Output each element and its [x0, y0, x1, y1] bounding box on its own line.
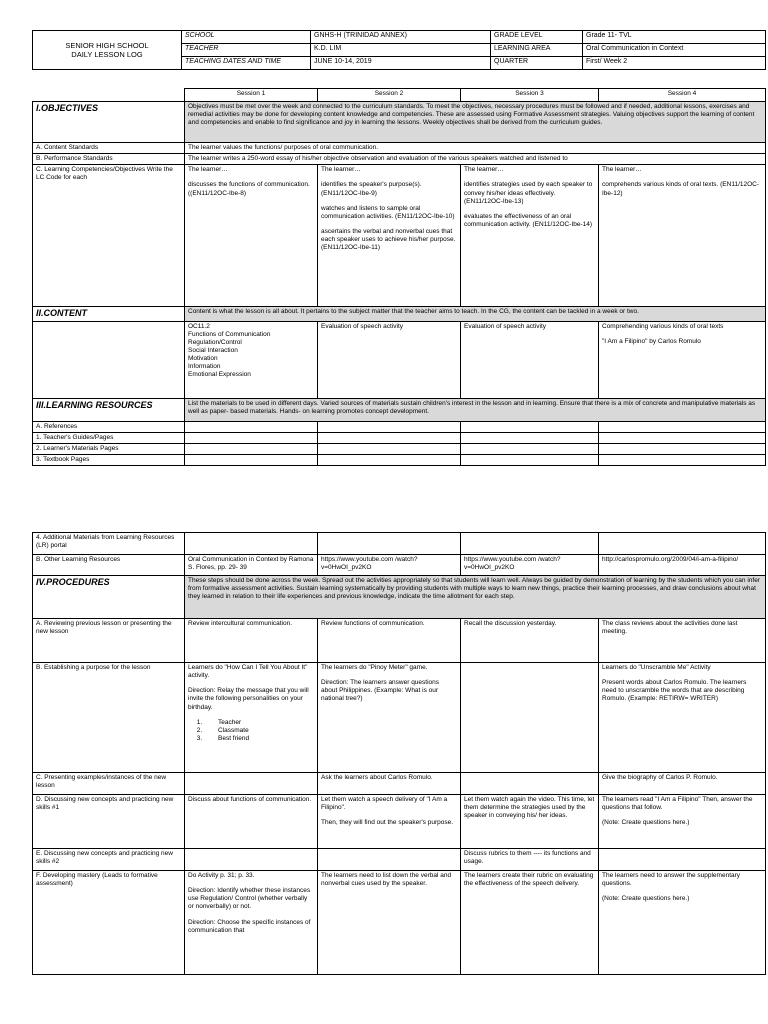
performance-standards-value: The learner writes a 250-word essay of his/her objective observation and evaluation of the various speakers watched and listened to — [185, 154, 766, 165]
teacher-value: K.D. LIM — [311, 44, 491, 57]
text-line: Social Interaction — [188, 346, 238, 354]
examples-session-1 — [185, 773, 318, 795]
text-block: Direction: Identify whether these instances use Regulation/ Control (whether verbally or nonverbally) or not. — [188, 887, 311, 911]
empty-cell — [318, 533, 461, 555]
empty-cell — [461, 432, 599, 443]
empty-cell — [185, 421, 318, 432]
examples-label: C. Presenting examples/instances of the new lesson — [33, 773, 185, 795]
text-block: (Note: Create questions here.) — [602, 895, 690, 903]
mastery-session-2: The learners need to list down the verbal and nonverbal cues used by the speaker. — [318, 871, 461, 975]
performance-standards-label: B. Performance Standards — [33, 154, 185, 165]
text-block: watches and listens to sample oral communication activities. (EN11/12OC-Ibe-10) — [321, 204, 455, 220]
content-session-2: Evaluation of speech activity — [318, 321, 461, 398]
text-block: identifies strategies used by each speaker to convey his/her ideas effectively. (EN11/12OC-Ibe-13) — [464, 181, 593, 205]
text-block: Learners do "How Can I Tell You About It" activity. — [188, 664, 308, 680]
empty-cell — [461, 421, 599, 432]
purpose-session-3 — [461, 663, 599, 773]
school-label: SCHOOL — [182, 31, 311, 44]
text-line: Emotional Expression — [188, 371, 251, 379]
text-block: The learner… — [188, 166, 228, 174]
content-note: Content is what the lesson is all about. It pertains to the subject matter that the teacher aims to teach. In the CG, the content can be tackled in a week or two. — [185, 307, 766, 321]
content-standards-label: A. Content Standards — [33, 143, 185, 154]
mastery-label: F. Developing mastery (Leads to formative assessment) — [33, 871, 185, 975]
discuss1-session-3: Let them watch again the video. This time, let them determine the strategies used by the speaker in conveying his/ her ideas. — [461, 795, 599, 849]
empty-cell — [461, 533, 599, 555]
competencies-session-1 — [185, 165, 318, 307]
content-empty-cell — [33, 321, 185, 398]
content-session-3: Evaluation of speech activity — [461, 321, 599, 398]
text-line: Functions of Communication — [188, 330, 271, 338]
text-block: The learner… — [321, 166, 361, 174]
purpose-session-2 — [318, 663, 461, 773]
text-block: "I Am a Filipino" by Carlos Romulo — [602, 337, 701, 345]
text-block: The learners do "Pinoy Meter" game. — [321, 664, 428, 671]
text-block: The learner… — [464, 166, 504, 174]
content-standards-value: The learner values the functions/ purposes of oral communication. — [185, 143, 766, 154]
review-session-2: Review functions of communication. — [318, 619, 461, 663]
mastery-session-1 — [185, 871, 318, 975]
text-block: Direction: The learners answer questions about Philippines. (Example: What is our national tree?) — [321, 679, 440, 703]
resources-note: List the materials to be used in different days. Varied sources of materials sustain children's interest in the lesson and in learning. Ensure that there is a mix of concrete and manipulative materials as well as paper- based materials. Hands- on learning promotes concept development. — [185, 398, 766, 421]
invitee-list — [188, 719, 314, 743]
grade-value: Grade 11- TVL — [583, 31, 766, 44]
text-block: identifies the speaker's purpose(s). (EN11/12OC-Ibe-9) — [321, 181, 422, 197]
lesson-table-2 — [32, 532, 766, 975]
header-table — [32, 30, 766, 70]
discuss2-session-1 — [185, 849, 318, 871]
other-resources-link-3[interactable]: https://www.youtube.com /watch?v=0HwOI_pv2KO — [461, 555, 599, 576]
empty-cell — [461, 443, 599, 454]
text-block: discusses the functions of communication. ((EN11/12OC-Ibe-8) — [188, 181, 310, 197]
review-session-3: Recall the discussion yesterday. — [461, 619, 599, 663]
mastery-session-3: The learners create their rubric on evaluating the effectiveness of the speech delivery. — [461, 871, 599, 975]
empty-cell — [318, 421, 461, 432]
empty-cell — [599, 421, 766, 432]
empty-cell — [599, 432, 766, 443]
log-title — [33, 31, 182, 70]
text-block: evaluates the effectiveness of an oral communication activity. (EN11/12OC-Ibe-14) — [464, 212, 593, 228]
empty-cell — [318, 454, 461, 465]
session-header-3: Session 3 — [461, 89, 599, 102]
text-block: Direction: Choose the specific instances of communication that — [188, 918, 311, 934]
text-block: Do Activity p. 31; p. 33. — [188, 872, 255, 879]
log-title-line1: SENIOR HIGH SCHOOL — [65, 40, 149, 50]
discuss1-session-1: Discuss about functions of communication. — [185, 795, 318, 849]
empty-cell — [185, 443, 318, 454]
session-header-4: Session 4 — [599, 89, 766, 102]
teachers-guides-label: 1. Teacher's Guides/Pages — [33, 432, 185, 443]
content-heading: II.CONTENT — [33, 307, 185, 321]
learners-materials-label: 2. Learner's Materials Pages — [33, 443, 185, 454]
text-block: ascertains the verbal and nonverbal cues that each speaker uses to achieve his/her purpose. (EN11/12OC-Ibe-11) — [321, 227, 456, 252]
review-session-1: Review intercultural communication. — [185, 619, 318, 663]
review-label: A. Reviewing previous lesson or presenting the new lesson — [33, 619, 185, 663]
grade-label: GRADE LEVEL — [491, 31, 583, 44]
objectives-heading: I.OBJECTIVES — [33, 102, 185, 143]
objectives-note: Objectives must be met over the week and connected to the curriculum standards. To meet the objectives, necessary procedures must be followed and if needed, additional lessons, exercises and remedial activities may be done for developing content knowledge and competencies. These are assessed using Formative Assessment strategies. Valuing objectives support the learning of content and competencies and enable to find significance and joy in learning the lessons. Weekly objectives shall be derived from the curriculum guides. — [185, 102, 766, 143]
session-header-1: Session 1 — [185, 89, 318, 102]
empty-cell — [599, 443, 766, 454]
resources-heading: III.LEARNING RESOURCES — [33, 398, 185, 421]
text-block: Learners do "Unscramble Me" Activity — [602, 664, 711, 671]
discuss2-session-2 — [318, 849, 461, 871]
purpose-session-1 — [185, 663, 318, 773]
text-block: The learner… — [602, 166, 642, 174]
examples-session-3 — [461, 773, 599, 795]
text-block: (Note: Create questions here.) — [602, 819, 690, 827]
purpose-session-4 — [599, 663, 766, 773]
teacher-label: TEACHER — [182, 44, 311, 57]
procedures-note: These steps should be done across the week. Spread out the activities appropriately so that students will learn well. Always be guided by demonstration of learning by the students which you can infer from formative assessment activities. Sustain learning systematically by providing students with multiple ways to learn new things, practice their learning processes, and draw conclusions about what they learned in relation to their life experiences and previous knowledge, indicate the time allotment for each step. — [185, 576, 766, 619]
discuss2-session-4 — [599, 849, 766, 871]
review-session-4: The class reviews about the activities done last meeting. — [599, 619, 766, 663]
empty-cell — [599, 454, 766, 465]
empty-cell — [599, 533, 766, 555]
empty-cell — [185, 432, 318, 443]
other-resources-label: B. Other Learning Resources — [33, 555, 185, 576]
empty-cell — [185, 533, 318, 555]
list-item: 1. Teacher — [204, 719, 314, 727]
additional-materials-label: 4. Additional Materials from Learning Resources (LR) portal — [33, 533, 185, 555]
empty-cell — [185, 454, 318, 465]
procedures-heading: IV.PROCEDURES — [33, 576, 185, 619]
text-block: Let them watch a speech delivery of "I Am a Filipino". — [321, 796, 448, 812]
text-line: Information — [188, 363, 221, 371]
other-resources-link-2[interactable]: https://www.youtube.com /watch?v=0HwOI_pv2KO — [318, 555, 461, 576]
discuss1-session-2 — [318, 795, 461, 849]
text-line: Motivation — [188, 355, 218, 362]
discuss1-label: D. Discussing new concepts and practicing new skills #1 — [33, 795, 185, 849]
text-line: Regulation/Control — [188, 338, 242, 346]
quarter-value: First/ Week 2 — [583, 57, 766, 70]
corner-cell — [33, 89, 185, 102]
dates-label: TEACHING DATES AND TIME — [182, 57, 311, 70]
empty-cell — [318, 443, 461, 454]
textbook-pages-label: 3. Textbook Pages — [33, 454, 185, 465]
discuss2-label: E. Discussing new concepts and practicing new skills #2 — [33, 849, 185, 871]
text-line: OC11.2 — [188, 322, 210, 330]
dates-value: JUNE 10-14, 2019 — [311, 57, 491, 70]
empty-cell — [461, 454, 599, 465]
log-title-line2: DAILY LESSON LOG — [71, 50, 143, 59]
examples-session-4: Give the biography of Carlos P. Romulo. — [599, 773, 766, 795]
text-block: The learners need to answer the supplementary questions. — [602, 872, 741, 888]
text-block: Then, they will find out the speaker's purpose. — [321, 819, 454, 827]
other-resources-link-4[interactable]: http://carlospromulo.org/2009/04/i-am-a-filipino/ — [599, 555, 766, 576]
quarter-label: QUARTER — [491, 57, 583, 70]
area-label: LEARNING AREA — [491, 44, 583, 57]
empty-cell — [318, 432, 461, 443]
discuss1-session-4 — [599, 795, 766, 849]
references-label: A. References — [33, 421, 185, 432]
competencies-session-2 — [318, 165, 461, 307]
purpose-label: B. Establishing a purpose for the lesson — [33, 663, 185, 773]
mastery-session-4 — [599, 871, 766, 975]
content-session-1 — [185, 321, 318, 398]
discuss2-session-3: Discuss rubrics to them ---- its functions and usage. — [461, 849, 599, 871]
text-block: comprehends various kinds of oral texts. (EN11/12OC-Ibe-12) — [602, 181, 760, 197]
area-value: Oral Communication in Context — [583, 44, 766, 57]
text-block: The learners read "I Am a Filipino" Then, answer the questions that follow. — [602, 796, 753, 812]
content-session-4 — [599, 321, 766, 398]
list-item: 3. Best friend — [204, 735, 314, 743]
examples-session-2: Ask the learners about Carlos Romulo. — [318, 773, 461, 795]
text-block: Comprehending various kinds of oral texts — [602, 322, 724, 330]
competencies-session-3 — [461, 165, 599, 307]
lesson-table-1 — [32, 88, 766, 466]
list-item: 2. Classmate — [204, 727, 314, 735]
other-resources-session-1: Oral Communication in Context by Ramona S. Flores, pp. 29- 39 — [185, 555, 318, 576]
session-header-2: Session 2 — [318, 89, 461, 102]
competencies-label: C. Learning Competencies/Objectives Write the LC Code for each — [33, 165, 185, 307]
text-block: Present words about Carlos Romulo. The learners need to unscramble the words that are describing Romulo. (Example: RETIRW= WRITER) — [602, 679, 747, 703]
text-block: Direction: Relay the message that you will invite the following personalities on your birthday. — [188, 687, 309, 711]
competencies-session-4 — [599, 165, 766, 307]
school-value: GNHS-H (TRINIDAD ANNEX) — [311, 31, 491, 44]
